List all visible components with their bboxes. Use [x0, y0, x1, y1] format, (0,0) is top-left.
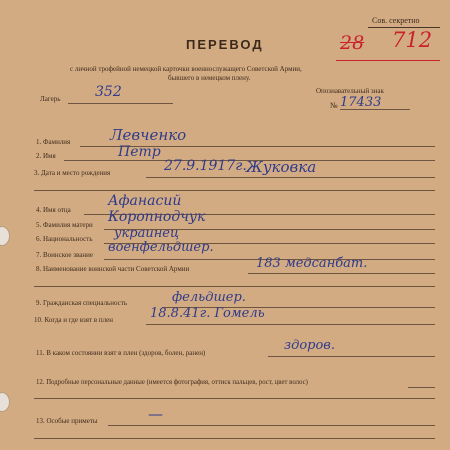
blank-line-4	[34, 438, 435, 439]
blank-line-1	[34, 190, 435, 191]
field-label-marks: 13. Особые приметы	[36, 417, 98, 425]
field-line-captured	[146, 324, 435, 325]
struck-number: 28	[340, 32, 365, 54]
punch-hole-bottom	[0, 392, 10, 412]
field-label-rank: 7. Воинское звание	[36, 251, 93, 259]
id-number-sign: №	[330, 101, 338, 110]
field-value-name: Петр	[118, 144, 161, 160]
field-label-father: 4. Имя отца	[36, 206, 71, 214]
punch-hole-top	[0, 226, 10, 246]
number-underline	[336, 60, 440, 61]
field-line-marks	[108, 425, 435, 426]
field-line-condition	[268, 356, 435, 357]
blank-line-2	[34, 286, 435, 287]
field-line-personal-data	[408, 387, 435, 388]
camp-line	[68, 103, 173, 104]
id-line	[340, 109, 410, 110]
page-title: ПЕРЕВОД	[186, 37, 264, 52]
field-value-marks: —	[148, 405, 163, 423]
file-number: 712	[392, 28, 433, 52]
camp-value: 352	[95, 84, 122, 100]
field-value-profession: фельдшер.	[172, 290, 246, 305]
field-value-condition: здоров.	[284, 338, 336, 353]
field-value-mother: Коропнодчук	[108, 209, 206, 225]
field-label-profession: 9. Гражданская специальность	[36, 299, 128, 307]
subtitle-line-2: бывшего в немецком плену.	[168, 74, 251, 82]
subtitle-line-1: с личной трофейной немецкой карточки военнослужащего Советской Армии,	[70, 65, 302, 73]
classification-stamp: Сов. секретно	[372, 16, 420, 25]
field-label-captured: 10. Когда и где взят в плен	[34, 316, 113, 324]
field-label-surname: 1. Фамилия	[36, 138, 71, 146]
field-label-condition: 11. В каком состоянии взят в плен (здоров, болен, ранен)	[36, 349, 206, 357]
field-value-unit: 183 медсанбат.	[256, 256, 368, 271]
field-label-nationality: 6. Национальность	[36, 235, 93, 243]
field-line-birth	[146, 177, 435, 178]
field-value-captured: 18.8.41г. Гомель	[150, 306, 265, 321]
field-value-rank: военфельдшер.	[108, 240, 214, 255]
field-value-father: Афанасий	[108, 193, 182, 209]
id-value: 17433	[340, 95, 382, 110]
id-label: Опознавательный знак	[316, 87, 384, 95]
field-value-surname: Левченко	[110, 126, 187, 144]
field-value-birth-place: Жуковка	[246, 158, 317, 176]
field-value-nationality: украинец	[114, 226, 180, 241]
field-label-name: 2. Имя	[36, 152, 56, 160]
field-value-birth-date: 27.9.1917г.	[164, 158, 247, 174]
blank-line-3	[34, 398, 435, 399]
field-label-personal-data: 12. Подробные персональные данные (имеется фотография, оттиск пальцев, рост, цвет волос)	[36, 379, 308, 386]
camp-label: Лагерь	[40, 95, 61, 103]
field-line-unit	[248, 273, 435, 274]
field-label-unit: 8. Наименование воинской части Советской Армии	[36, 265, 190, 273]
field-label-birth: 3. Дата и место рождения	[34, 169, 111, 177]
field-label-mother: 5. Фамилия матери	[36, 221, 93, 229]
